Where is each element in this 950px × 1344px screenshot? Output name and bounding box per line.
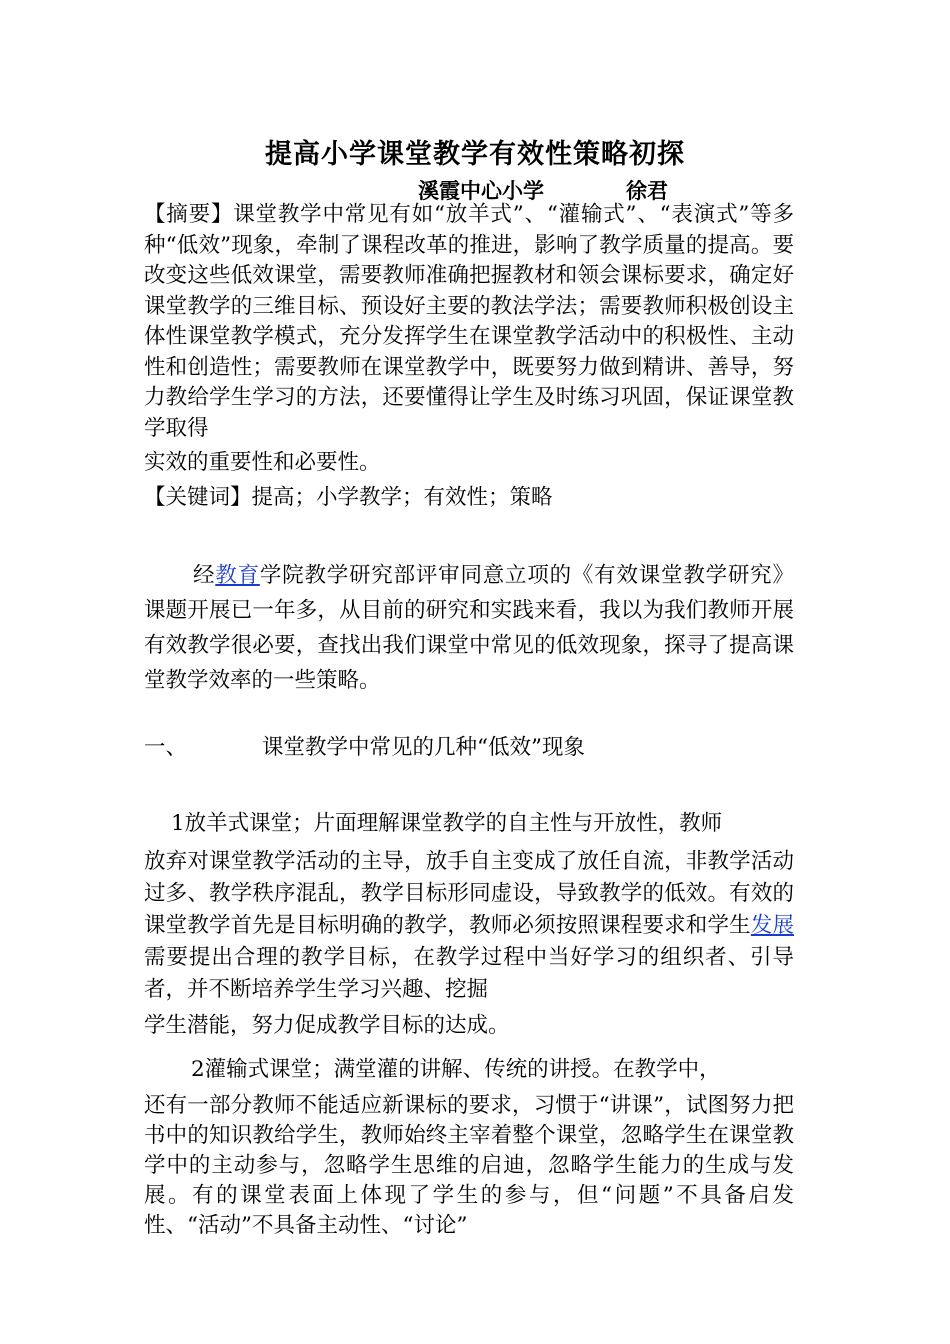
paragraph-2-body: 还有一部分教师不能适应新课标的要求，习惯于“讲课”，试图努力把书中的知识教给学生，教师始终主宰着整个课堂，忽略学生在课堂教学中的主动参与，忽略学生思维的启迪，忽略学生能力的生成与发展。有的课堂表面上体现了学生的参与，但“问题”不具备启发性、“活动”不具备主动性、“讨论” <box>144 1093 794 1238</box>
education-link[interactable]: 教育 <box>215 563 260 588</box>
abstract-body: 【摘要】课堂教学中常见有如“放羊式”、“灌输式”、“表演式”等多种“低效”现象，牵制了课程改革的推进，影响了教学质量的提高。要改变这些低效课堂，需要教师准确把握教材和领会课标要求，确定好课堂教学的三维目标、预设好主要的教法学法；需要教师积极创设主体性课堂教学模式，充分发挥学生在课堂教学活动中的积极性、主动性和创造性；需要教师在课堂教学中，既要努力做到精讲、善导，努力教给学生学习的方法，还要懂得让学生及时练习巩固，保证课堂教学取得 <box>144 202 794 441</box>
intro-paragraph <box>144 558 794 698</box>
development-link[interactable]: 发展 <box>750 913 794 938</box>
section-heading <box>144 733 794 763</box>
author-name: 徐君 <box>626 179 668 203</box>
abstract-tail: 实效的重要性和必要性。 <box>144 450 381 475</box>
paragraph-2-first-line: 2灌输式课堂；满堂灌的讲解、传统的讲授。在教学中， <box>191 1057 721 1082</box>
paragraph-1-body-cont: 需要提出合理的教学目标，在教学过程中当好学习的组织者、引导者，并不断培养学生学习兴趣、挖掘 <box>144 945 794 1002</box>
document-title: 提高小学课堂教学有效性策略初探 <box>265 139 685 170</box>
paragraph-1-first-line: 1放羊式课堂；片面理解课堂教学的自主性与开放性，教师 <box>171 811 723 836</box>
keywords: 【关键词】提高；小学教学；有效性；策略 <box>144 485 553 510</box>
paragraph-2 <box>144 1055 794 1241</box>
paragraph-1-tail: 学生潜能，努力促成教学目标的达成。 <box>144 1013 510 1038</box>
section-number: 一、 <box>144 735 188 760</box>
intro-after: 学院教学研究部评审同意立项的《有效课堂教学研究》课题开展已一年多，从目前的研究和实践来看，我以为我们教师开展有效教学很必要，查找出我们课堂中常见的低效现象，探寻了提高课堂教学效率的一些策略。 <box>144 563 794 693</box>
paragraph-1-body: 放弃对课堂教学活动的主导，放手自主变成了放任自流，非教学活动过多、教学秩序混乱，教学目标形同虚设，导致教学的低效。有效的课堂教学首先是目标明确的教学，教师必须按照课程要求和学生 <box>144 849 794 938</box>
author-school: 溪霞中心小学 <box>418 179 544 203</box>
section-title: 课堂教学中常见的几种“低效”现象 <box>262 735 586 760</box>
intro-before: 经 <box>193 563 216 588</box>
abstract <box>144 200 794 479</box>
paragraph-1 <box>144 808 794 1042</box>
